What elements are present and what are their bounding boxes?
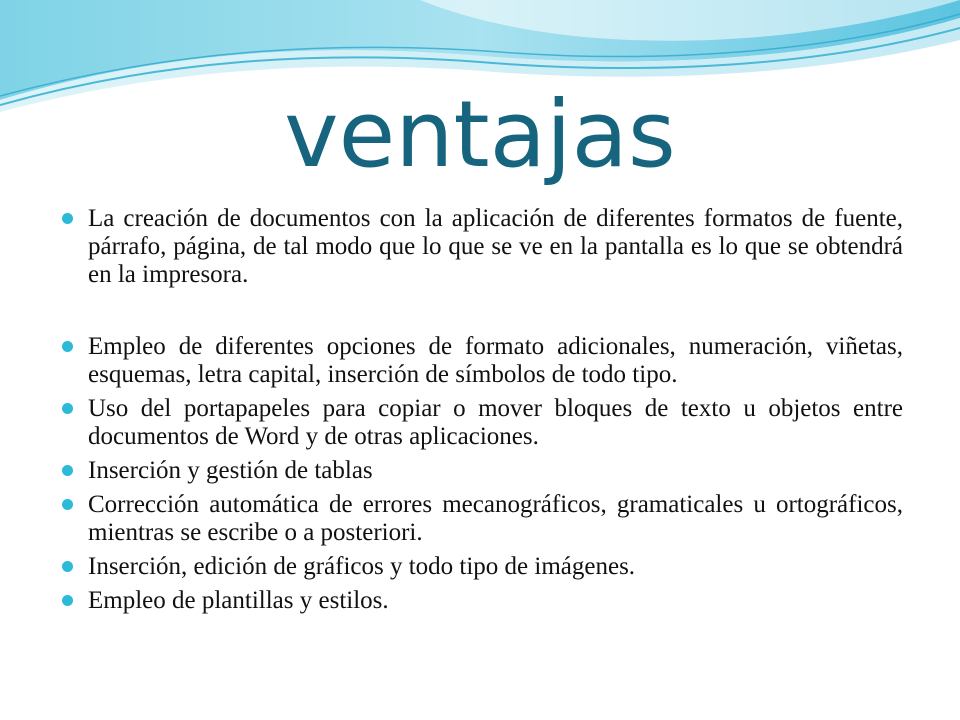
bullet-text: La creación de documentos con la aplicación de diferentes formatos de fuente, párrafo, página, de tal modo que lo que se ve en la pantalla es lo que se obtendrá en la impresora. xyxy=(88,205,903,288)
bullet-dot-icon xyxy=(62,213,73,224)
bullet-item xyxy=(60,457,903,485)
bullet-text: Inserción y gestión de tablas xyxy=(88,457,373,484)
bullet-dot-icon xyxy=(62,595,73,606)
bullet-item xyxy=(60,553,903,581)
bullet-item xyxy=(60,205,903,289)
bullet-dot-icon xyxy=(62,403,73,414)
slide-title: ventajas xyxy=(284,81,676,188)
bullet-text: Corrección automática de errores mecanográficos, gramaticales u ortográficos, mientras se escribe o a posteriori. xyxy=(88,491,903,546)
bullet-dot-icon xyxy=(62,341,73,352)
bullet-dot-icon xyxy=(62,561,73,572)
bullet-dot-icon xyxy=(62,465,73,476)
bullet-item xyxy=(60,587,903,615)
bullet-item xyxy=(60,333,903,389)
bullet-dot-icon xyxy=(62,499,73,510)
bullet-text: Inserción, edición de gráficos y todo tipo de imágenes. xyxy=(88,553,636,580)
bullet-text: Empleo de plantillas y estilos. xyxy=(88,587,389,614)
bullet-list xyxy=(60,205,903,621)
bullet-text: Uso del portapapeles para copiar o mover bloques de texto u objetos entre documentos de Word y de otras aplicaciones. xyxy=(88,395,903,450)
bullet-item xyxy=(60,491,903,547)
bullet-text: Empleo de diferentes opciones de formato adicionales, numeración, viñetas, esquemas, letra capital, inserción de símbolos de todo tipo. xyxy=(88,333,903,388)
bullet-item xyxy=(60,395,903,451)
